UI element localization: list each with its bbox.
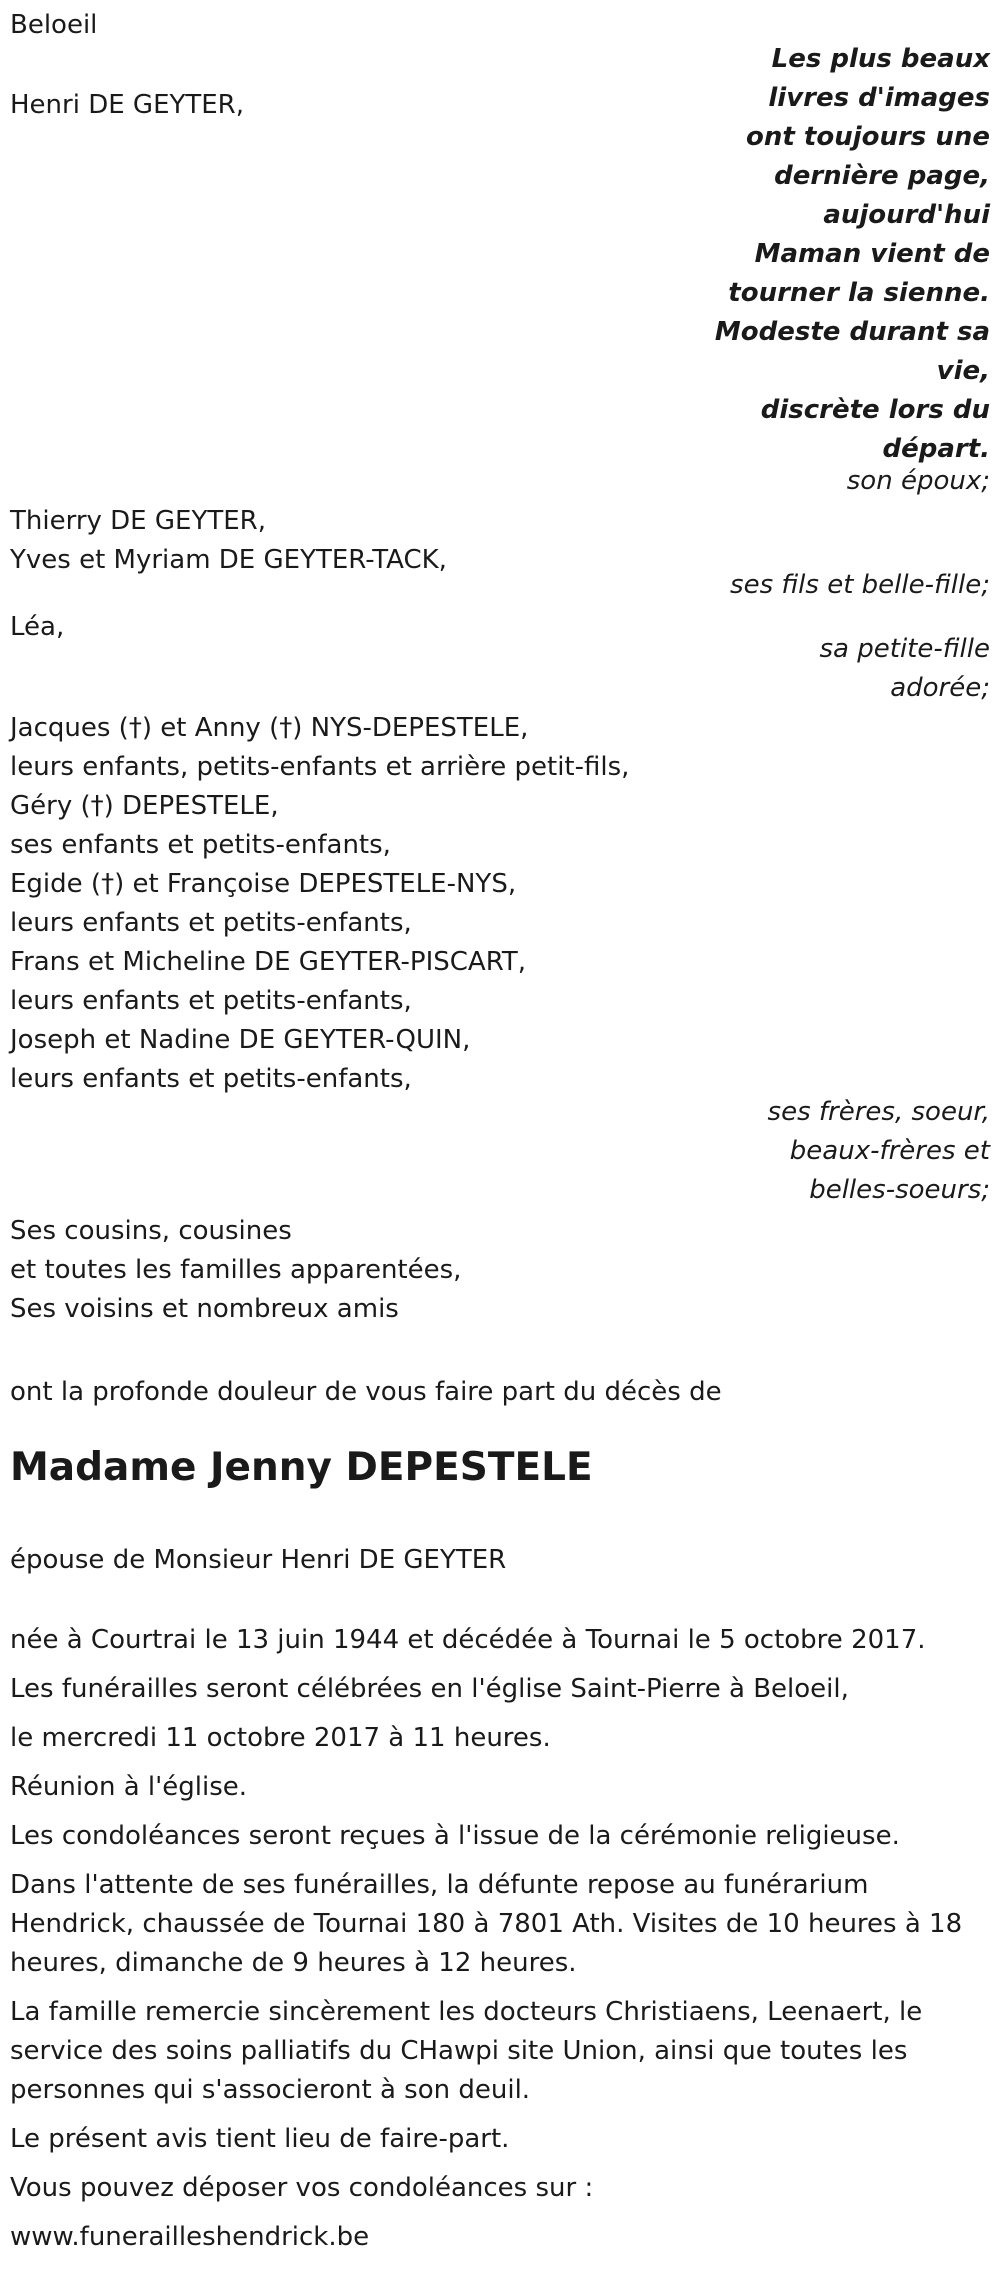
detail-line: heures, dimanche de 9 heures à 12 heures. bbox=[10, 1948, 577, 1978]
sibling-line: leurs enfants et petits-enfants, bbox=[10, 908, 412, 938]
spouse-name: Henri DE GEYTER, bbox=[10, 90, 245, 120]
detail-paragraph bbox=[10, 2218, 962, 2257]
others-line: Ses voisins et nombreux amis bbox=[10, 1294, 399, 1324]
sibling-line: leurs enfants, petits-enfants et arrière petit-fils, bbox=[10, 752, 630, 782]
detail-line: Le présent avis tient lieu de faire-part. bbox=[10, 2124, 510, 2154]
others bbox=[10, 1212, 461, 1329]
detail-paragraph bbox=[10, 1621, 962, 1660]
detail-paragraph bbox=[10, 2120, 962, 2159]
poem-line: Modeste durant sa bbox=[714, 317, 990, 347]
poem-line: départ. bbox=[882, 434, 990, 464]
poem-line: livres d'images bbox=[768, 83, 990, 113]
granddaughter-role bbox=[820, 630, 990, 708]
sibling-line: leurs enfants et petits-enfants, bbox=[10, 1064, 412, 1094]
detail-line: née à Courtrai le 13 juin 1944 et décédée à Tournai le 5 octobre 2017. bbox=[10, 1625, 926, 1655]
poem-line: discrète lors du bbox=[760, 395, 990, 425]
poem-line: tourner la sienne. bbox=[728, 278, 990, 308]
detail-line: Réunion à l'église. bbox=[10, 1772, 248, 1802]
poem bbox=[670, 40, 990, 469]
poem-line: ont toujours une bbox=[746, 122, 990, 152]
announcement: ont la profonde douleur de vous faire part du décès de bbox=[10, 1377, 722, 1407]
sibling-line: Géry (†) DEPESTELE, bbox=[10, 791, 279, 821]
detail-paragraph bbox=[10, 1817, 962, 1856]
detail-line: Hendrick, chaussée de Tournai 180 à 7801 Ath. Visites de 10 heures à 18 bbox=[10, 1909, 963, 1939]
detail-paragraph bbox=[10, 1768, 962, 1807]
town: Beloeil bbox=[10, 10, 98, 40]
sibling-line: Joseph et Nadine DE GEYTER-QUIN, bbox=[10, 1025, 471, 1055]
sibling-line: Jacques (†) et Anny (†) NYS-DEPESTELE, bbox=[10, 713, 529, 743]
detail-paragraph bbox=[10, 1993, 962, 2110]
sons-names bbox=[10, 502, 447, 580]
sibling-line: leurs enfants et petits-enfants, bbox=[10, 986, 412, 1016]
detail-paragraph bbox=[10, 2169, 962, 2208]
siblings-role bbox=[768, 1093, 990, 1210]
others-line: et toutes les familles apparentées, bbox=[10, 1255, 462, 1285]
detail-line: service des soins palliatifs du CHawpi site Union, ainsi que toutes les bbox=[10, 2036, 908, 2066]
poem-line: dernière page, bbox=[774, 161, 990, 191]
granddaughter-role-line: sa petite-fille bbox=[819, 634, 990, 664]
poem-line: vie, bbox=[936, 356, 990, 386]
deceased-name: Madame Jenny DEPESTELE bbox=[10, 1445, 593, 1490]
poem-line: Maman vient de bbox=[754, 239, 990, 269]
poem-line: Les plus beaux bbox=[771, 44, 990, 74]
granddaughter-role-line: adorée; bbox=[890, 673, 990, 703]
granddaughter-name: Léa, bbox=[10, 612, 65, 642]
sibling-line: ses enfants et petits-enfants, bbox=[10, 830, 391, 860]
siblings-role-line: beaux-frères et bbox=[789, 1136, 990, 1166]
siblings-role-line: belles-soeurs; bbox=[809, 1175, 990, 1205]
sons-role: ses fils et belle-fille; bbox=[730, 570, 990, 600]
son-name: Thierry DE GEYTER, bbox=[10, 506, 266, 536]
spouse-role: son époux; bbox=[846, 466, 990, 496]
detail-paragraph bbox=[10, 1670, 962, 1709]
deceased-relation: épouse de Monsieur Henri DE GEYTER bbox=[10, 1545, 507, 1575]
detail-line: personnes qui s'associeront à son deuil. bbox=[10, 2075, 531, 2105]
detail-paragraph bbox=[10, 1719, 962, 1758]
son-name: Yves et Myriam DE GEYTER-TACK, bbox=[10, 545, 447, 575]
website-link[interactable]: www.funerailleshendrick.be bbox=[10, 2222, 370, 2252]
detail-line: le mercredi 11 octobre 2017 à 11 heures. bbox=[10, 1723, 551, 1753]
poem-line: aujourd'hui bbox=[823, 200, 990, 230]
detail-line: Vous pouvez déposer vos condoléances sur : bbox=[10, 2173, 594, 2203]
detail-line: Les condoléances seront reçues à l'issue de la cérémonie religieuse. bbox=[10, 1821, 900, 1851]
sibling-line: Egide (†) et Françoise DEPESTELE-NYS, bbox=[10, 869, 517, 899]
detail-line: La famille remercie sincèrement les docteurs Christiaens, Leenaert, le bbox=[10, 1997, 923, 2027]
siblings-names bbox=[10, 709, 629, 1099]
siblings-role-line: ses frères, soeur, bbox=[767, 1097, 990, 1127]
detail-line: Dans l'attente de ses funérailles, la défunte repose au funérarium bbox=[10, 1870, 869, 1900]
sibling-line: Frans et Micheline DE GEYTER-PISCART, bbox=[10, 947, 527, 977]
details-block bbox=[10, 1621, 962, 2257]
detail-paragraph bbox=[10, 1866, 962, 1983]
detail-line: Les funérailles seront célébrées en l'église Saint-Pierre à Beloeil, bbox=[10, 1674, 849, 1704]
others-line: Ses cousins, cousines bbox=[10, 1216, 292, 1246]
